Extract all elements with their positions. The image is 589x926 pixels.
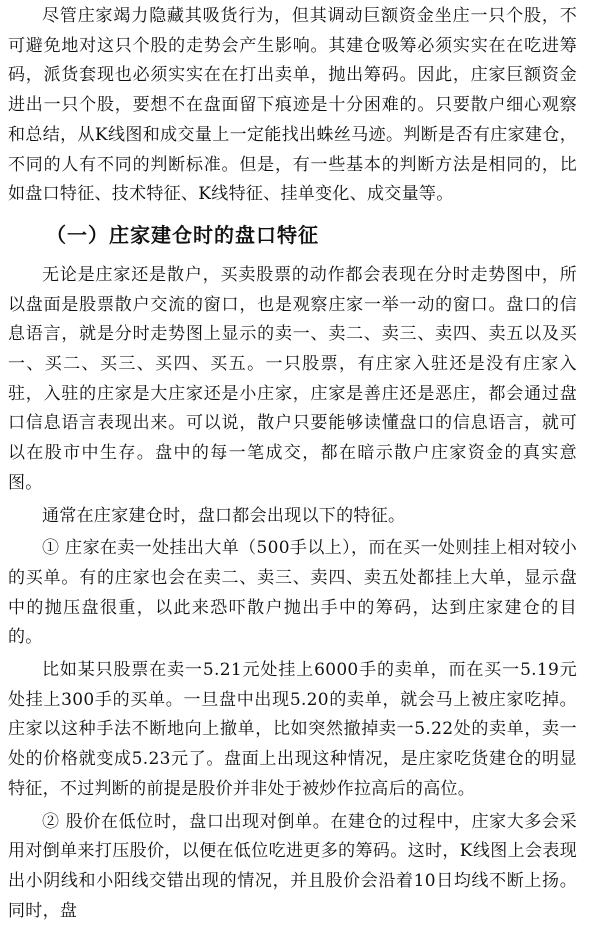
- section-heading: （一）庄家建仓时的盘口特征: [46, 222, 319, 247]
- intro-paragraph: 尽管庄家竭力隐藏其吸货行为，但其调动巨额资金坐庄一只个股，不可避免地对这只个股的走势会产生影响。其建仓吸筹必须实实在在吃进筹码，派货套现也必须实实在在打出卖单，抛出筹码。因此，庄家巨额资金进出一只个股，要想不在盘面留下痕迹是十分困难的。只要散户细心观察和总结，从K线图和成交量上一定能找出蛛丝马迹。判断是否有庄家建仓，不同的人有不同的判断标准。但是，有一些基本的判断方法是相同的，比如盘口特征、技术特征、K线特征、挂单变化、成交量等。: [8, 6, 577, 205]
- paragraph-1: 无论是庄家还是散户，买卖股票的动作都会表现在分时走势图中，所以盘面是股票散户交流的窗口，也是观察庄家一举一动的窗口。盘口的信息语言，就是分时走势图上显示的卖一、卖二、卖三、卖四、卖五以及买一、买二、买三、买四、买五。一只股票，有庄家入驻还是没有庄家入驻，入驻的庄家是大庄家还是小庄家，庄家是善庄还是恶庄，都会通过盘口信息语言表现出来。可以说，散户只要能够读懂盘口的信息语言，就可以在股市中生存。盘中的每一笔成交，都在暗示散户庄家资金的真实意图。: [8, 264, 577, 493]
- paragraph-5: ② 股价在低位时，盘口出现对倒单。在建仓的过程中，庄家大多会采用对倒单来打压股价，以便在低位吃进更多的筹码。这时，K线图上会表现出小阴线和小阳线交错出现的情况，并且股价会沿着10日均线不断上扬。同时，盘: [8, 811, 577, 921]
- paragraph-3: ① 庄家在卖一处挂出大单（500手以上），而在买一处则挂上相对较小的买单。有的庄家也会在卖二、卖三、卖四、卖五处都挂上大单，显示盘中的抛压盘很重，以此来恐吓散户抛出手中的筹码，达到庄家建仓的目的。: [8, 538, 577, 648]
- paragraph-4: 比如某只股票在卖一5.21元处挂上6000手的卖单，而在买一5.19元处挂上300手的买单。一旦盘中出现5.20的卖单，就会马上被庄家吃掉。庄家以这种手法不断地向上撤单，比如突然撤掉卖一5.22处的卖单，卖一处的价格就变成5.23元了。盘面上出现这种情况，是庄家吃货建仓的明显特征，不过判断的前提是股价并非处于被炒作拉高后的高位。: [8, 660, 577, 799]
- paragraph-2: 通常在庄家建仓时，盘口都会出现以下的特征。: [42, 505, 406, 526]
